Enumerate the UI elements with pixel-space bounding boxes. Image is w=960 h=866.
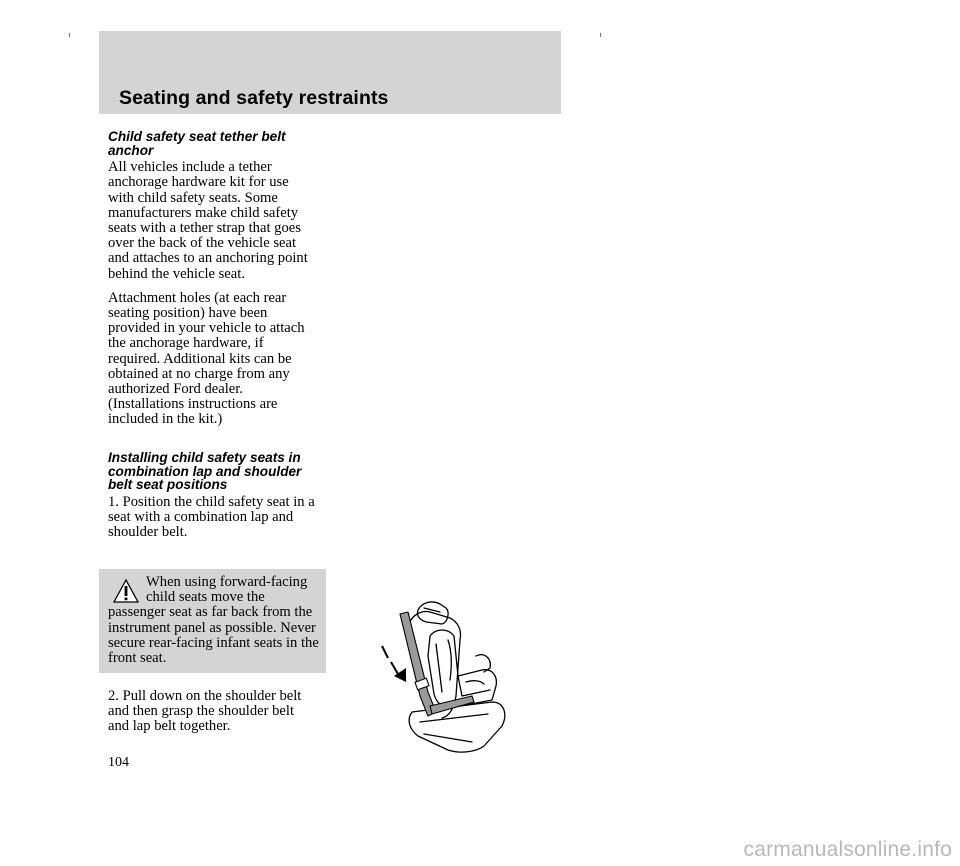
warning-text: When using forward-facing child seats move the passenger seat as far back from the instrument panel as possible. Never secure rear-facing infant seats in the front seat. [108,574,319,667]
section-tether-anchor [108,130,330,428]
paragraph: 2. Pull down on the shoulder belt and then grasp the shoulder belt and lap belt together. [108,688,302,735]
warning-box [99,569,326,673]
paragraph: All vehicles include a tether anchorage hardware kit for use with child safety seats. Some manufacturers make child safety seats with a tether strap that goes over the back of the vehicle seat and attaches to an anchoring point behind the vehicle seat. [108,159,308,282]
child-seat-shoulder-belt-illustration [372,596,542,756]
paragraph: Attachment holes (at each rear seating position) have been provided in your vehicle to attach the anchorage hardware, if required. Additional kits can be obtained at no charge from any authorized Ford dealer. (Installations instructions are included in the kit.) [108,289,305,428]
step-2 [108,689,330,735]
section-heading: Installing child safety seats in combination lap and shoulder belt seat positions [108,450,302,493]
section-installing-child-seats [108,451,330,540]
section-heading: Child safety seat tether belt anchor [108,129,286,158]
watermark: carmanualsonline.info [743,838,952,861]
crop-mark-left [69,33,70,37]
section-header-band [99,31,561,114]
page-title: Seating and safety restraints [119,87,389,109]
crop-mark-right [600,33,601,37]
paragraph: 1. Position the child safety seat in a seat with a combination lap and shoulder belt. [108,493,315,541]
page-number: 104 [108,755,129,770]
warning-text-block [108,575,324,666]
